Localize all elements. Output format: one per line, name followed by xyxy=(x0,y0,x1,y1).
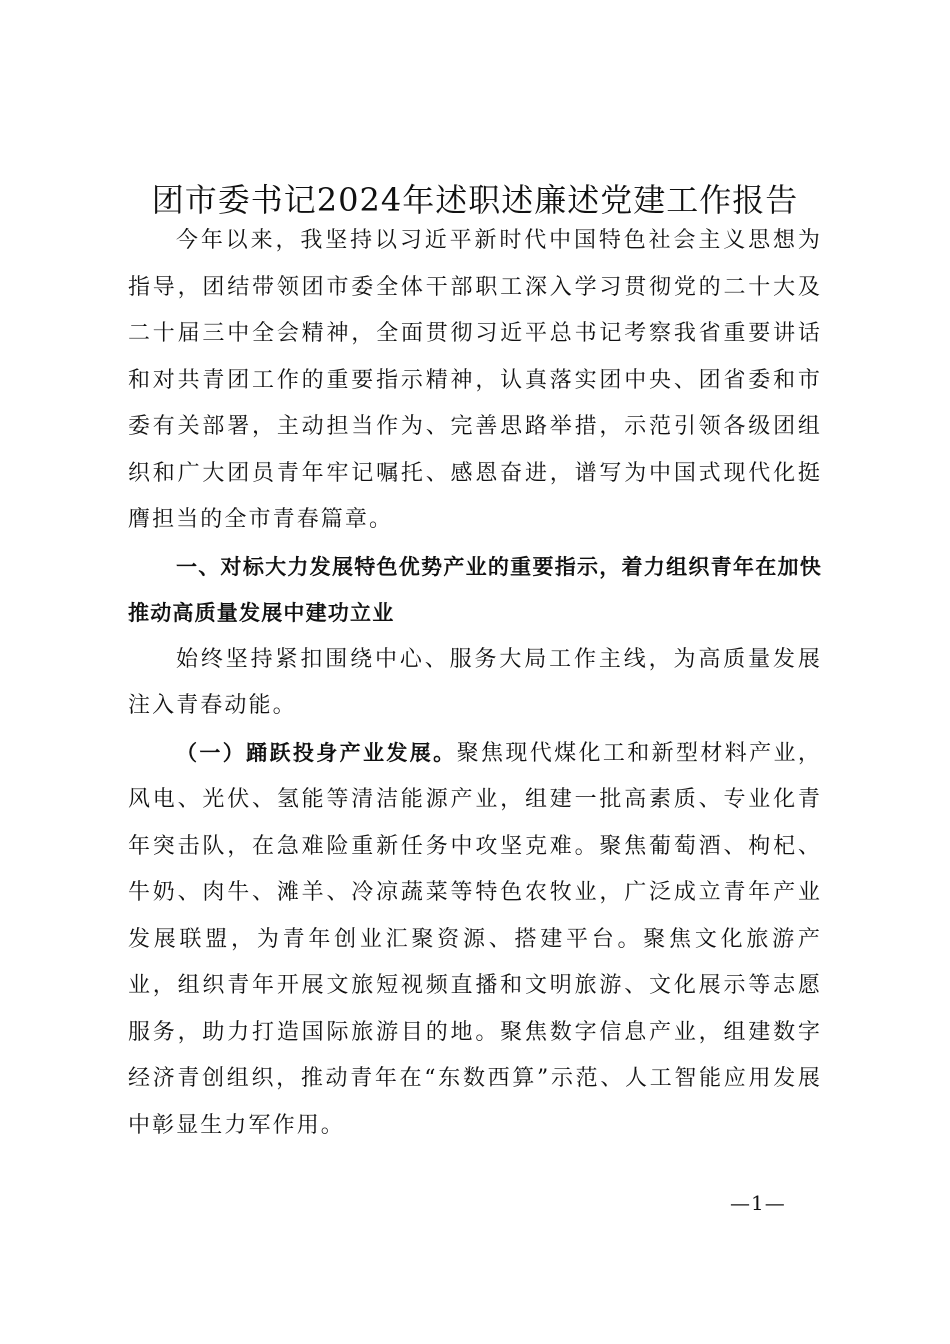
section-1-heading: 一、对标大力发展特色优势产业的重要指示，着力组织青年在加快推动高质量发展中建功立业 xyxy=(128,554,822,625)
section-1-summary: 始终坚持紧扣围绕中心、服务大局工作主线，为高质量发展注入青春动能。 xyxy=(128,646,822,718)
document-title: 团市委书记2024年述职述廉述党建工作报告 xyxy=(151,181,799,219)
subsection-1-text: 聚焦现代煤化工和新型材料产业，风电、光伏、氢能等清洁能源产业，组建一批高素质、专业化青年突击队，在急难险重新任务中攻坚克难。聚焦葡萄酒、枸杞、牛奶、肉牛、滩羊、冷凉蔬菜等特色农牧业，广泛成立青年产业发展联盟，为青年创业汇聚资源、搭建平台。聚焦文化旅游产业，组织青年开展文旅短视频直播和文明旅游、文化展示等志愿服务，助力打造国际旅游目的地。聚焦数字信息产业，组建数字经济青创组织，推动青年在“东数西算”示范、人工智能应用发展中彰显生力军作用。 xyxy=(128,740,822,1138)
subsection-1-paragraph xyxy=(128,730,822,1150)
page-number: —1— xyxy=(730,1191,786,1215)
subsection-1-lead: （一）踊跃投身产业发展。 xyxy=(176,740,457,765)
document-body xyxy=(128,218,822,1149)
intro-paragraph: 今年以来，我坚持以习近平新时代中国特色社会主义思想为指导，团结带领团市委全体干部职工深入学习贯彻党的二十大及二十届三中全会精神，全面贯彻习近平总书记考察我省重要讲话和对共青团工作的重要指示精神，认真落实团中央、团省委和市委有关部署，主动担当作为、完善思路举措，示范引领各级团组织和广大团员青年牢记嘱托、感恩奋进，谱写为中国式现代化挺膺担当的全市青春篇章。 xyxy=(128,228,822,532)
